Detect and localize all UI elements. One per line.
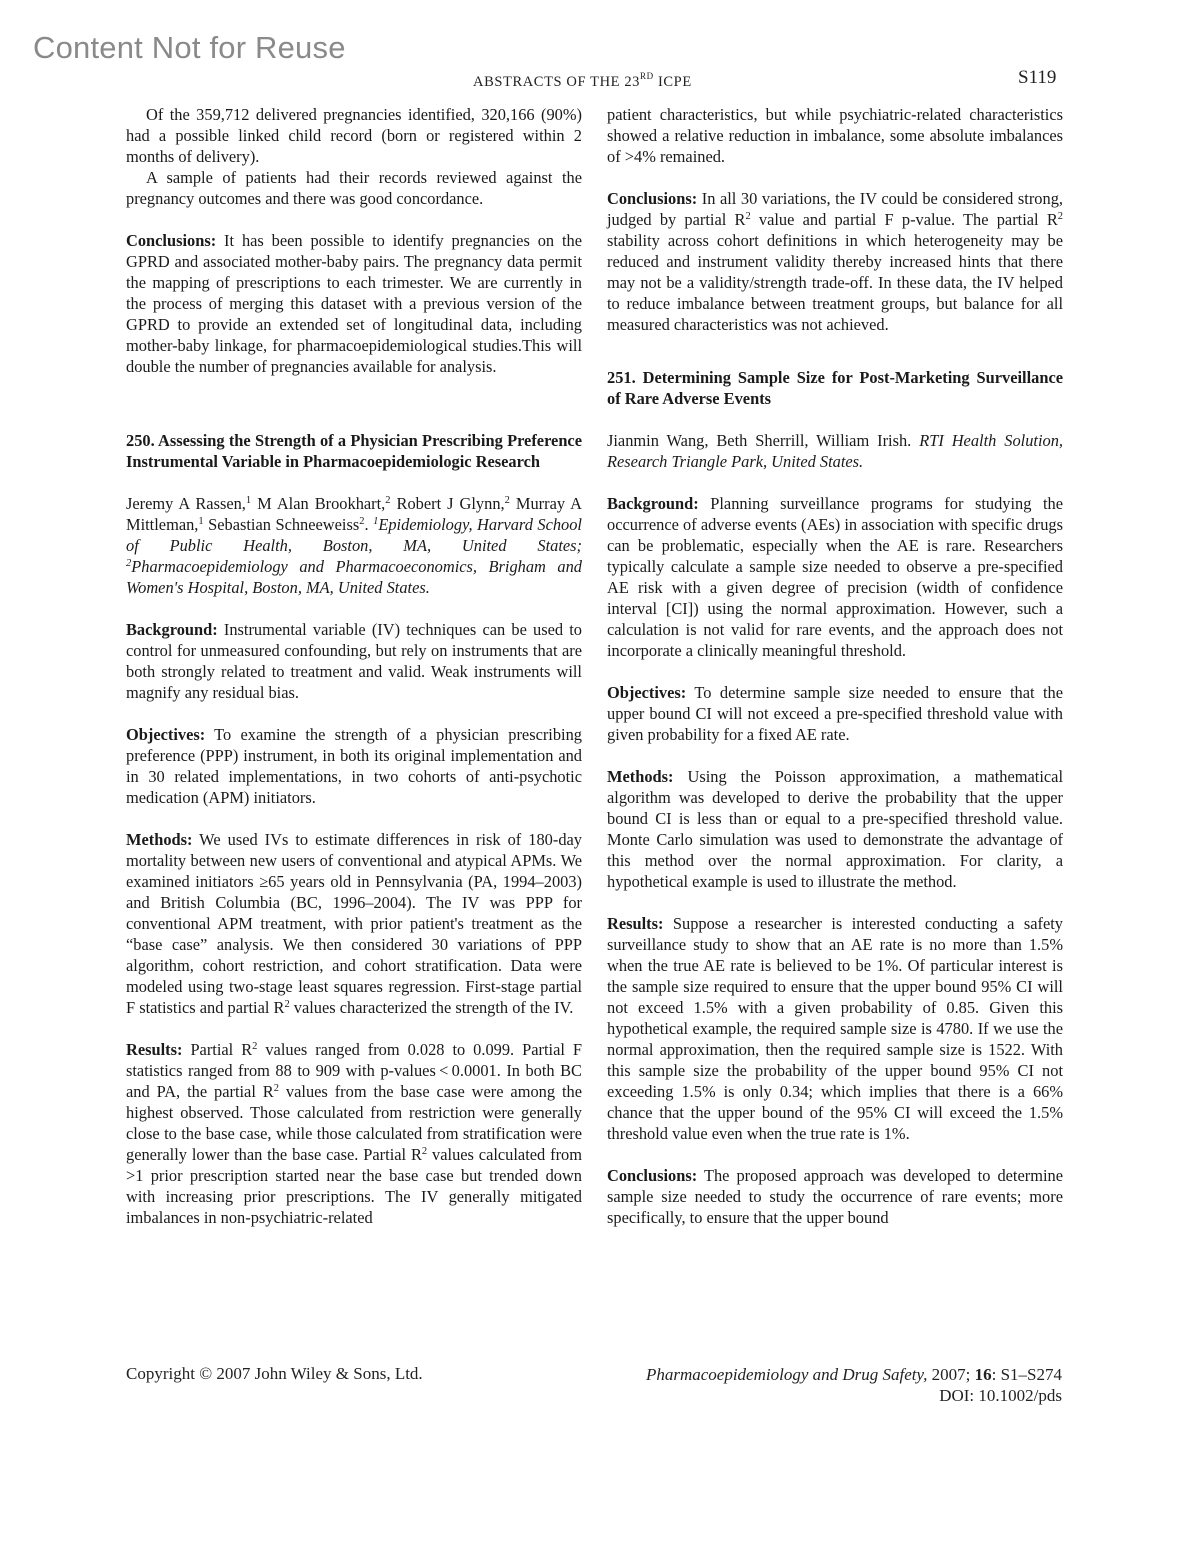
authors: Jianmin Wang, Beth Sherrill, William Irish. [607, 431, 912, 450]
author-superscript: 2 [504, 495, 510, 506]
affiliation-superscript: 2 [126, 558, 132, 569]
section-text: To determine sample size needed to ensure that the upper bound CI will not exceed a pre-specified threshold value with given probability for a fixed AE rate. [607, 683, 1063, 744]
section-label: Methods: [126, 830, 193, 849]
superscript: 2 [421, 1146, 428, 1157]
running-head [473, 71, 692, 91]
doi: DOI: 10.1002/pds [939, 1386, 1062, 1405]
superscript: 2 [252, 1041, 258, 1052]
running-head-superscript: RD [640, 71, 654, 81]
affiliation: RTI Health Solution, Research Triangle Park, United States. [607, 431, 1063, 471]
author: M Alan Brookhart, [257, 494, 386, 513]
objectives-section [126, 724, 582, 808]
section-label: Objectives: [607, 683, 687, 702]
author: Robert J Glynn, [396, 494, 505, 513]
section-text: values from the base case were among the highest observed. Those calculated from restriction were generally close to the base case, while those calculated from stratification were generally lower than the base case. Partial R [126, 1082, 582, 1164]
section-label: Background: [607, 494, 699, 513]
methods-section [607, 766, 1063, 892]
watermark: Content Not for Reuse [33, 30, 346, 65]
abstract-251-title: 251. Determining Sample Size for Post-Marketing Surveillance of Rare Adverse Events [607, 368, 1063, 408]
section-text: Planning surveillance programs for studying the occurrence of adverse events (AEs) in association with specific drugs can be problematic, especially when the AE is rare. Researchers typically calculate a sample size needed to observe a pre-specified AE risk with a given degree of precision (width of confidence interval [CI]) using the normal approximation. However, such a calculation is not valid for rare events, and the approach does not incorporate a clinically meaningful threshold. [607, 494, 1063, 660]
running-head-text: ABSTRACTS OF THE 23 [473, 74, 641, 90]
running-head-suffix: ICPE [657, 74, 692, 90]
section-text: Instrumental variable (IV) techniques can be used to control for unmeasured confounding, but rely on instruments that are both strongly related to treatment and valid. Weak instruments will magnify any residual bias. [126, 620, 582, 702]
journal-year: 2007; [927, 1365, 975, 1384]
section-label: Background: [126, 620, 218, 639]
journal-citation [592, 1364, 1062, 1406]
background-section [126, 619, 582, 703]
affiliation: Epidemiology, Harvard School of Public Health, Boston, MA, United States; [126, 515, 582, 555]
author-superscript: 2 [385, 495, 391, 506]
objectives-section [607, 682, 1063, 745]
journal-volume: 16 [974, 1365, 992, 1384]
superscript: 2 [745, 211, 751, 222]
section-text: Partial R [182, 1040, 253, 1059]
background-section [607, 493, 1063, 661]
author-superscript: 2 [359, 516, 365, 527]
affiliation: Pharmacoepidemiology and Pharmacoeconomics, Brigham and Women's Hospital, Boston, MA, United States. [126, 557, 582, 597]
section-label: Conclusions: [607, 1166, 698, 1185]
copyright: Copyright © 2007 John Wiley & Sons, Ltd. [126, 1364, 423, 1383]
right-column [607, 104, 1063, 1228]
paragraph: A sample of patients had their records reviewed against the pregnancy outcomes and there was good concordance. [126, 168, 582, 208]
author: Sebastian Schneeweiss [208, 515, 360, 534]
section-text: We used IVs to estimate differences in risk of 180-day mortality between new users of conventional and atypical APMs. We examined initiators ≥65 years old in Pennsylvania (PA, 1994–2003) and British Columbia (BC, 1996–2004). The IV was PPP for conventional APM treatment, with prior patient's treatment as the “base case” analysis. We then considered 30 variations of PPP algorithm, cohort restriction, and cohort stratification. Data were modeled using two-stage least squares regression. First-stage partial F statistics and partial R [126, 830, 582, 1017]
superscript: 2 [284, 999, 290, 1010]
abstract-250-authors: Jeremy A Rassen,$^1$ M Alan Brookhart,$^2$ Robert J Glynn,$^2$ Murray A Mittleman,$^1$ Sebastian Schneeweiss$^2$. $^1$Epidemiology, Harvard School of Public Health, Boston, MA, United States; $^2$Pharmacoepidemiology and Pharmacoeconomics, Brigham and Women's Hospital, Boston, MA, United States. [126, 494, 582, 597]
superscript: 2 [1057, 211, 1063, 222]
methods-section [126, 829, 582, 1018]
paragraph: patient characteristics, but while psychiatric-related characteristics showed a relative reduction in imbalance, some absolute imbalances of >4% remained. [607, 105, 1063, 166]
section-text: To examine the strength of a physician prescribing preference (PPP) instrument, in both its original implementation and in 30 related implementations, in two cohorts of anti-psychotic medication (APM) initiators. [126, 725, 582, 807]
left-column [126, 104, 582, 1228]
conclusions-section [126, 230, 582, 377]
section-text: value and partial F p-value. The partial R [750, 210, 1058, 229]
journal-pages: : S1–S274 [991, 1365, 1062, 1384]
section-text: values characterized the strength of the IV. [289, 998, 574, 1017]
section-text: values calculated from >1 prior prescription started near the base case but trended down with increasing prior prescriptions. The IV generally mitigated imbalances in non-psychiatric-related [126, 1145, 582, 1227]
author: Murray A Mittleman, [126, 494, 582, 534]
results-section [607, 913, 1063, 1144]
author: Jeremy A Rassen, [126, 494, 246, 513]
section-label: Conclusions: [126, 231, 217, 250]
section-text: It has been possible to identify pregnancies on the GPRD and associated mother-baby pairs. The pregnancy data permit the mapping of prescriptions to each trimester. We are currently in the process of merging this dataset with a previous version of the GPRD to provide an extended set of longitudinal data, including mother-baby linkage, for pharmacoepidemiological studies.This will double the number of pregnancies available for analysis. [126, 231, 582, 376]
section-text: values ranged from 0.028 to 0.099. Partial F statistics ranged from 88 to 909 with p-values < 0.0001. In both BC and PA, the partial R [126, 1040, 582, 1101]
results-section [126, 1039, 582, 1228]
abstract-250-title: 250. Assessing the Strength of a Physician Prescribing Preference Instrumental Variable in Pharmacoepidemiologic Research [126, 431, 582, 471]
section-label: Methods: [607, 767, 674, 786]
section-label: Results: [607, 914, 664, 933]
journal-name: Pharmacoepidemiology and Drug Safety, [645, 1365, 928, 1384]
conclusions-section [607, 1165, 1063, 1228]
abstract-251-authors [607, 430, 1063, 472]
conclusions-section [607, 188, 1063, 335]
author-superscript: 1 [198, 516, 204, 527]
section-label: Results: [126, 1040, 183, 1059]
author-superscript: 1 [245, 495, 252, 506]
superscript: 2 [273, 1083, 279, 1094]
page-number: S119 [1018, 67, 1057, 88]
section-label: Objectives: [126, 725, 206, 744]
paragraph: Of the 359,712 delivered pregnancies identified, 320,166 (90%) had a possible linked child record (born or registered within 2 months of delivery). [126, 105, 582, 166]
affiliation-superscript: 1 [373, 516, 379, 527]
section-text: In all 30 variations, the IV could be considered strong, judged by partial R [607, 189, 1063, 229]
section-text: Using the Poisson approximation, a mathematical algorithm was developed to derive the probability that the upper bound CI is less than or equal to a pre-specified threshold value. Monte Carlo simulation was used to demonstrate the advantage of this method over the normal approximation. For clarity, a hypothetical example is used to illustrate the method. [607, 767, 1063, 891]
section-text: Suppose a researcher is interested conducting a safety surveillance study to show that an AE rate is no more than 1.5% when the true AE rate is believed to be 1%. Of particular interest is the sample size required to ensure that the upper bound 95% CI will not exceed 1.5% with a given probability of 0.85. Given this hypothetical example, the required sample size is 4780. If we use the normal approximation, then the required sample size is 1522. With this sample size the probability of the upper bound 95% CI not exceeding 1.5% is only 0.34; which implies that there is a 66% chance that the upper bound of the 95% CI will exceed the 1.5% threshold value even when the true rate is 1%. [607, 914, 1063, 1143]
section-label: Conclusions: [607, 189, 698, 208]
section-text: The proposed approach was developed to determine sample size needed to study the occurrence of rare events; more specifically, to ensure that the upper bound [607, 1166, 1063, 1227]
section-text: stability across cohort definitions in which heterogeneity may be reduced and instrument validity thereby increased hints that there may not be a validity/strength trade-off. In these data, the IV helped to reduce imbalance between treatment groups, but balance for all measured characteristics was not achieved. [607, 231, 1063, 334]
